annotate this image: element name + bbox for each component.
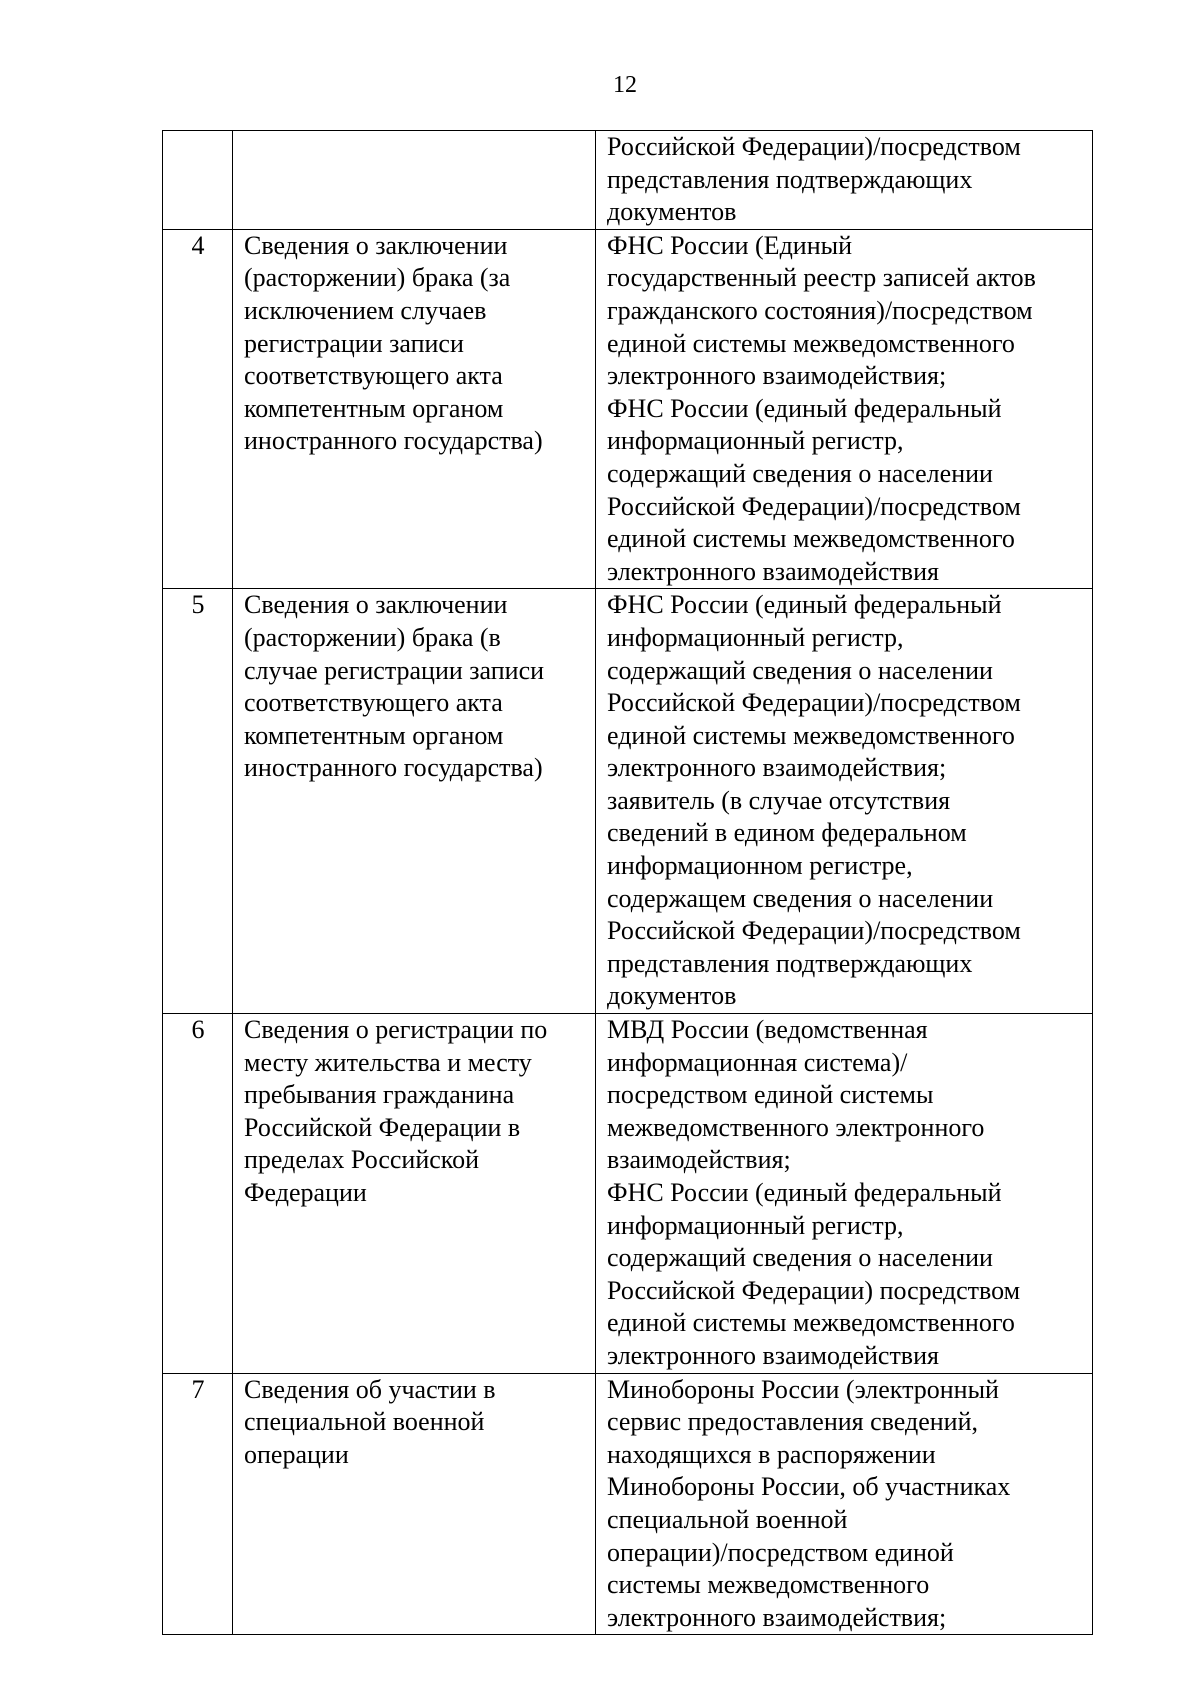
source-text-line: представления подтверждающих (607, 164, 973, 194)
source-text-line: межведомственного электронного (607, 1112, 985, 1142)
info-text-line: Сведения о заключении (244, 230, 508, 260)
info-cell (233, 229, 596, 589)
info-text-line: месту жительства и месту (244, 1047, 532, 1077)
source-text-line: ФНС России (Единый (607, 230, 853, 260)
source-text-line: заявитель (в случае отсутствия (607, 785, 951, 815)
info-text-line: Федерации (244, 1178, 367, 1207)
row-number: 7 (163, 1373, 233, 1635)
source-text-line: Российской Федерации)/посредством (607, 916, 1021, 946)
source-text-line: гражданского состояния)/посредством (607, 295, 1033, 325)
source-text-line: содержащий сведения о населении (607, 458, 993, 488)
source-text-line: единой системы межведомственного (607, 1308, 1015, 1338)
source-text-line: единой системы межведомственного (607, 720, 1015, 750)
source-cell (596, 1014, 1093, 1374)
source-text-line: ФНС России (единый федеральный (607, 1178, 1002, 1207)
source-text-line: информационный регистр, (607, 1210, 904, 1240)
source-text-line: сервис предоставления сведений, (607, 1407, 978, 1437)
source-cell (596, 1373, 1093, 1635)
source-text-line: содержащий сведения о населении (607, 1243, 993, 1273)
table-body (163, 131, 1093, 1635)
source-cell (596, 229, 1093, 589)
info-text-line: соответствующего акта (244, 361, 503, 391)
row-number (163, 131, 233, 230)
info-text-line: Сведения об участии в (244, 1374, 496, 1404)
table-row (163, 589, 1093, 1014)
info-text-line: регистрации записи (244, 328, 464, 358)
source-text-line: находящихся в распоряжении (607, 1439, 936, 1469)
info-text-line: иностранного государства) (244, 753, 543, 783)
source-text-line: документов (607, 981, 737, 1011)
info-text-line: компетентным органом (244, 720, 504, 750)
info-cell (233, 1014, 596, 1374)
source-text-line: представления подтверждающих (607, 948, 973, 978)
source-text-line: единой системы межведомственного (607, 328, 1015, 358)
source-text-line: единой системы межведомственного (607, 524, 1015, 554)
source-text-line: содержащем сведения о населении (607, 883, 994, 913)
info-text-line: пребывания гражданина (244, 1080, 515, 1110)
page-number: 12 (613, 72, 637, 98)
source-text-line: Российской Федерации)/посредством (607, 491, 1021, 521)
table-row (163, 131, 1093, 230)
info-text-line: Сведения о регистрации по (244, 1015, 548, 1045)
source-text-line: информационный регистр, (607, 622, 904, 652)
source-text-line: Минобороны России, об участниках (607, 1472, 1011, 1502)
source-text-line: посредством единой системы (607, 1080, 934, 1110)
table-row (163, 229, 1093, 589)
info-text-line: специальной военной (244, 1407, 485, 1437)
source-text-line: Российской Федерации) посредством (607, 1275, 1021, 1305)
source-text-line: операции)/посредством единой (607, 1537, 954, 1567)
info-text-line: иностранного государства) (244, 426, 543, 456)
row-number: 6 (163, 1014, 233, 1374)
source-text-line: Российской Федерации)/посредством (607, 132, 1021, 161)
source-text-line: информационный регистр, (607, 426, 904, 456)
info-text-line: соответствующего акта (244, 688, 503, 718)
info-text-line: Российской Федерации в (244, 1112, 521, 1142)
source-text-line: электронного взаимодействия; (607, 361, 947, 391)
row-number: 4 (163, 229, 233, 589)
source-text-line: Российской Федерации)/посредством (607, 688, 1021, 718)
source-text-line: информационном регистре, (607, 851, 913, 881)
source-text-line: МВД России (ведомственная (607, 1015, 928, 1045)
source-text-line: информационная система)/ (607, 1047, 908, 1077)
info-cell (233, 589, 596, 1014)
info-text-line: Сведения о заключении (244, 590, 508, 620)
info-sources-table (162, 130, 1093, 1635)
info-text-line: компетентным органом (244, 393, 504, 423)
info-text-line: операции (244, 1439, 349, 1469)
source-text-line: системы межведомственного (607, 1570, 930, 1600)
source-text-line: взаимодействия; (607, 1145, 791, 1175)
source-text-line: документов (607, 197, 737, 227)
source-text-line: специальной военной (607, 1504, 848, 1534)
info-text-line: случае регистрации записи (244, 655, 545, 685)
source-text-line: электронного взаимодействия; (607, 753, 947, 783)
source-text-line: Минобороны России (электронный (607, 1374, 999, 1404)
source-text-line: электронного взаимодействия (607, 1340, 939, 1370)
info-text-line: исключением случаев (244, 295, 487, 325)
source-cell (596, 589, 1093, 1014)
table-row (163, 1373, 1093, 1635)
info-cell (233, 1373, 596, 1635)
source-text-line: электронного взаимодействия; (607, 1602, 947, 1632)
source-text-line: содержащий сведения о населении (607, 655, 993, 685)
table-row (163, 1014, 1093, 1374)
source-text-line: электронного взаимодействия (607, 556, 939, 586)
info-cell (233, 131, 596, 230)
source-text-line: государственный реестр записей актов (607, 263, 1036, 293)
row-number: 5 (163, 589, 233, 1014)
info-text-line: пределах Российской (244, 1145, 480, 1175)
source-cell (596, 131, 1093, 230)
source-text-line: ФНС России (единый федеральный (607, 393, 1002, 423)
info-text-line: (расторжении) брака (в (244, 622, 501, 652)
info-text-line: (расторжении) брака (за (244, 263, 511, 293)
source-text-line: ФНС России (единый федеральный (607, 590, 1002, 620)
source-text-line: сведений в едином федеральном (607, 818, 967, 848)
